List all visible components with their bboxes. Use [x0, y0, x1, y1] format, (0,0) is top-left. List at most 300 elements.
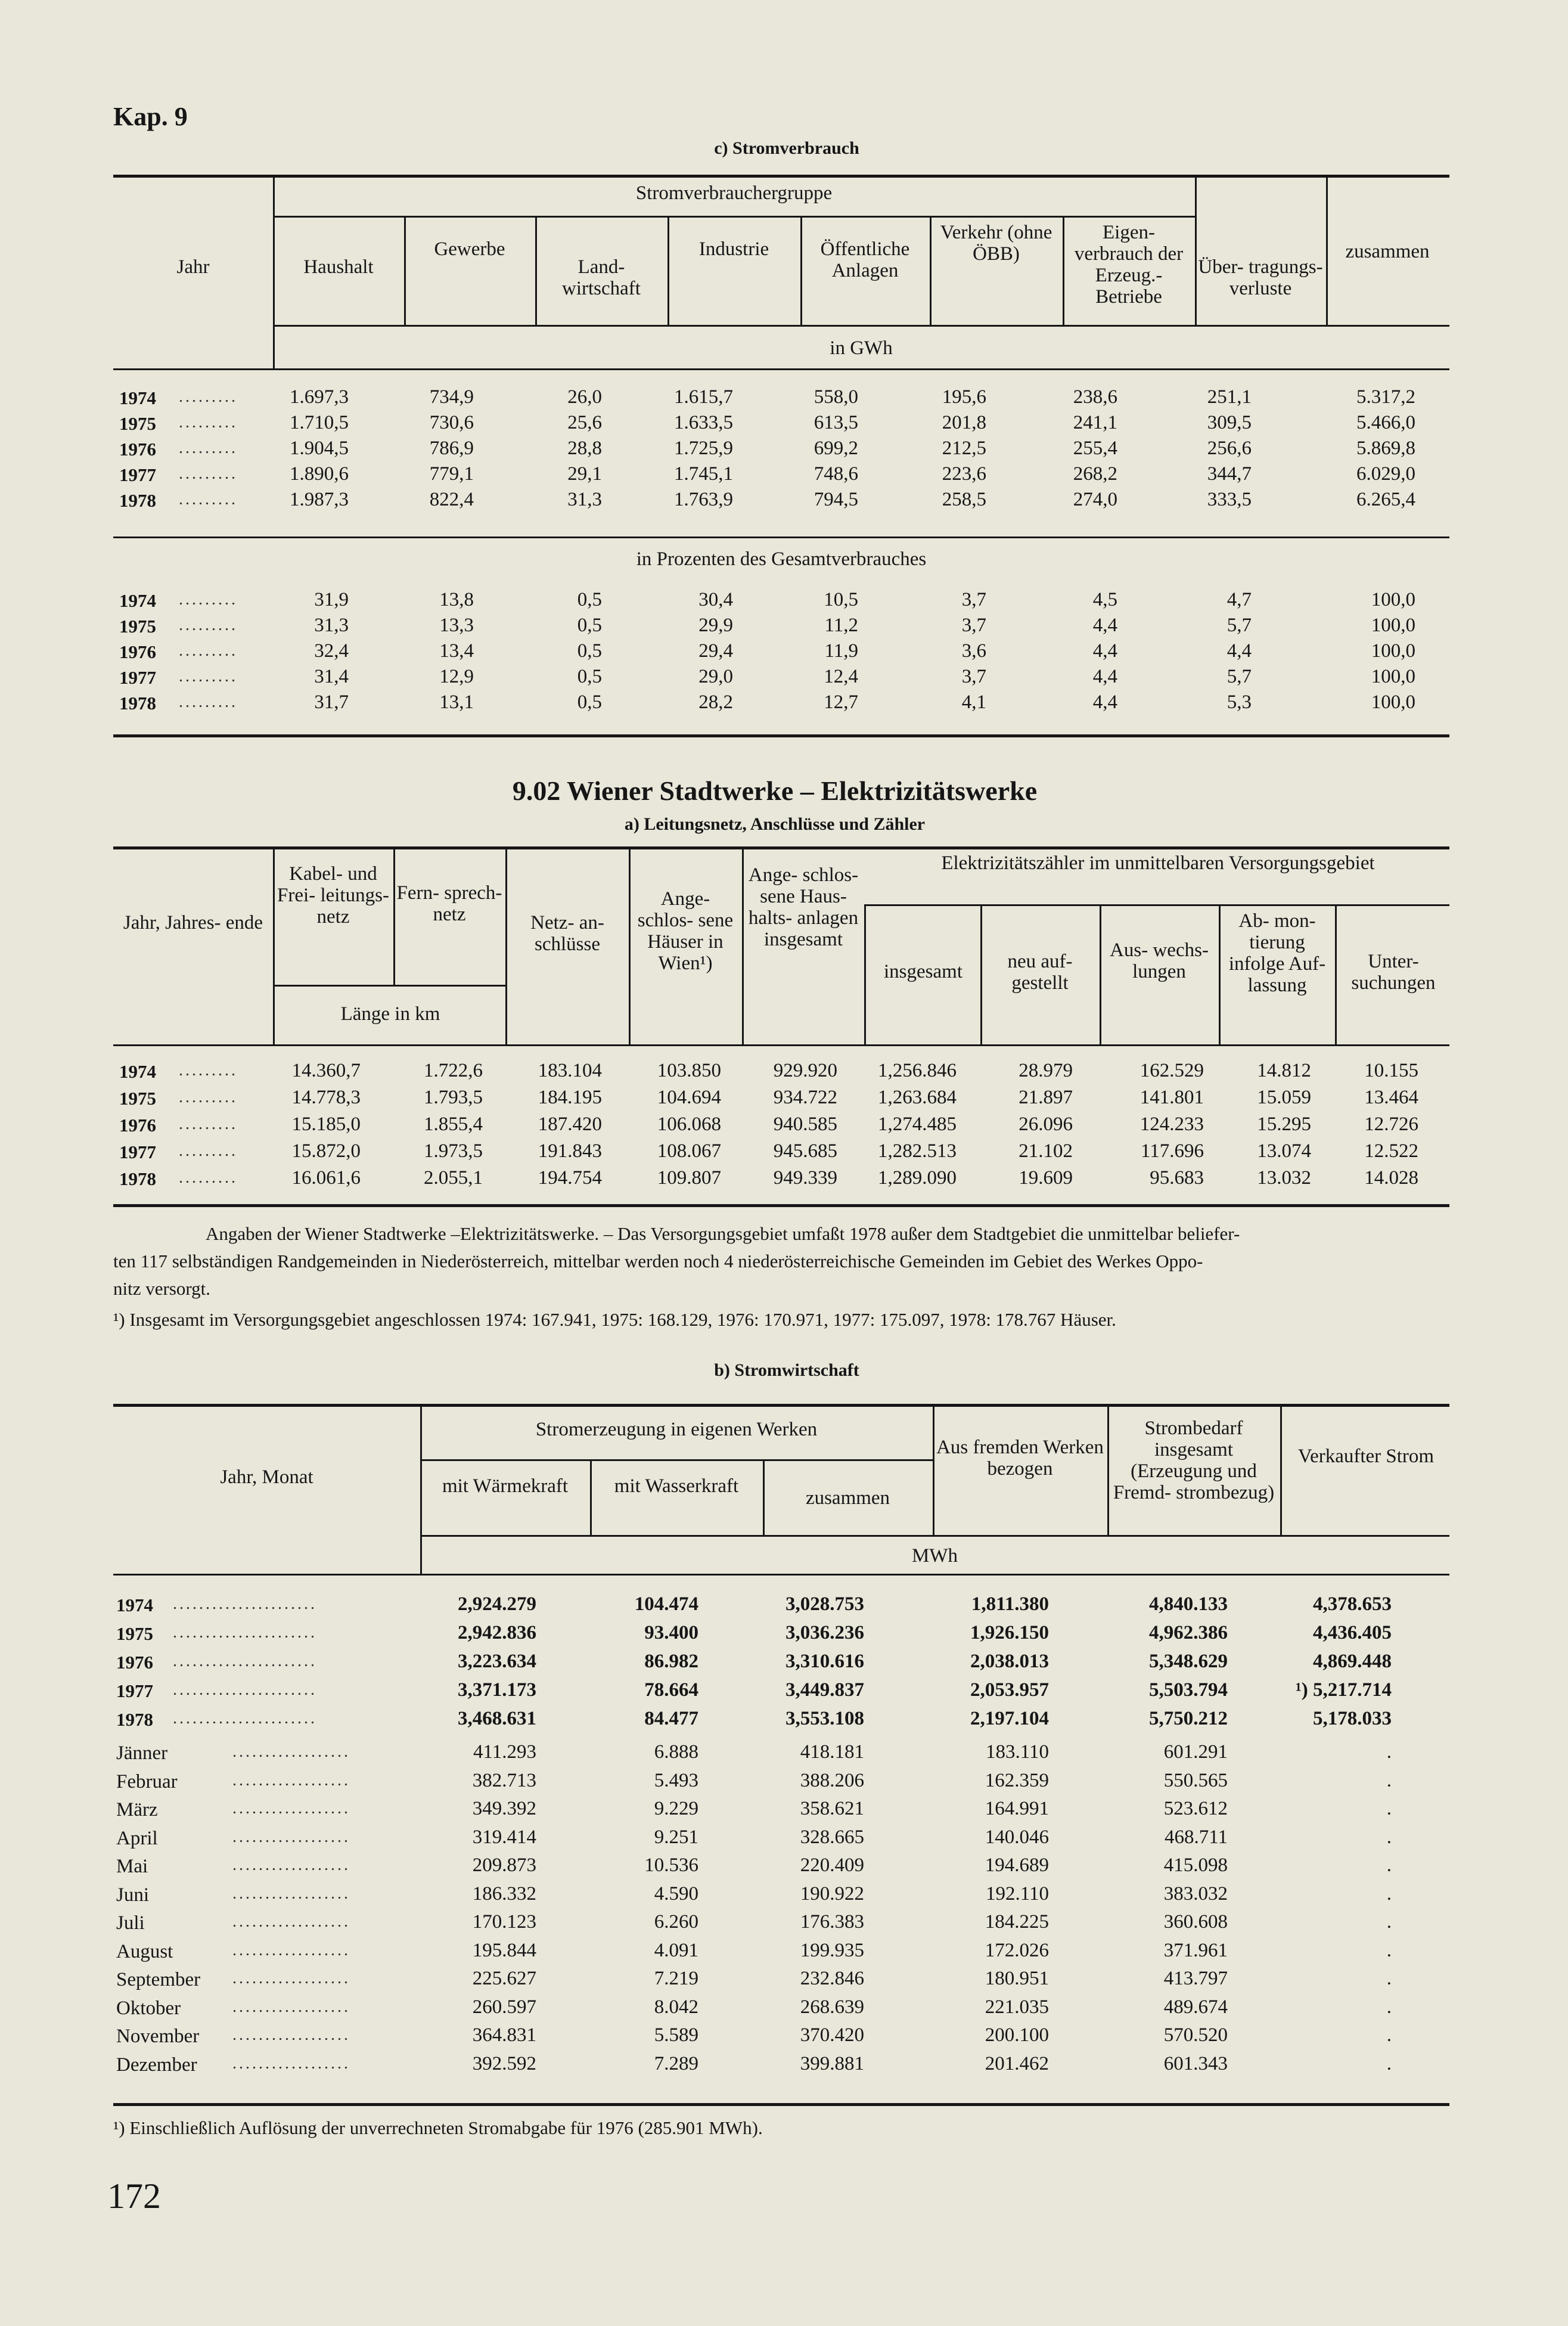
table-b-cell: 360.608 — [1163, 1911, 1228, 1933]
leader-dots: .................. — [232, 1912, 350, 1931]
table-b-cell: ¹) 5,217.714 — [1295, 1679, 1392, 1701]
table-a-cell: 1.722,6 — [424, 1060, 483, 1081]
table-b-cell: 411.293 — [473, 1741, 536, 1763]
table-b-cell: 93.400 — [644, 1622, 698, 1643]
table-a-cell: 19.609 — [1019, 1167, 1073, 1189]
table-b-cell: 392.592 — [472, 2052, 536, 2074]
table-b-cell: 86.982 — [644, 1651, 698, 1672]
table-b-cell: 3,553.108 — [785, 1708, 864, 1729]
table-b-cell: 4,378.653 — [1313, 1593, 1392, 1615]
table-c-cell: 100,0 — [1371, 589, 1415, 610]
table-a-cell: 13.464 — [1364, 1087, 1418, 1108]
table-c-cell: 4,4 — [1092, 640, 1117, 662]
table-b-year: 1974 — [116, 1595, 153, 1615]
table-a-cell: 103.850 — [657, 1060, 721, 1081]
table-c-cell: 31,3 — [567, 489, 602, 510]
table-c-cell: 195,6 — [942, 386, 986, 408]
table-a-cell: 940.585 — [773, 1114, 837, 1135]
rule — [273, 216, 1195, 218]
table-c-year: 1975 — [119, 413, 156, 434]
table-c-col-header: Über- tragungs- verluste — [1198, 256, 1323, 299]
table-b-cell: 7.289 — [654, 2052, 698, 2074]
table-c-cell: 255,4 — [1073, 438, 1117, 459]
table-c-col-header: Gewerbe — [434, 238, 505, 260]
table-c-cell: 100,0 — [1371, 615, 1415, 636]
leader-dots: ......... — [179, 1168, 238, 1187]
leader-dots: .................. — [232, 2054, 350, 2073]
table-c-cell: 613,5 — [814, 412, 858, 433]
rule — [113, 1404, 1449, 1407]
table-a-cell: 13.032 — [1257, 1167, 1311, 1189]
table-b-cell: 3,371.173 — [458, 1679, 536, 1701]
table-b-cell: 5,503.794 — [1149, 1679, 1228, 1701]
table-a-cell: 1.973,5 — [424, 1140, 483, 1162]
table-b-year: 1975 — [116, 1623, 153, 1644]
table-c-cell: 251,1 — [1207, 386, 1252, 408]
table-c-cell: 6.265,4 — [1356, 489, 1415, 510]
leader-dots: .................. — [232, 1884, 350, 1903]
table-a-col-kabel: Kabel- und Frei- leitungs- netz — [277, 863, 389, 928]
table-a-cell: 108.067 — [657, 1140, 721, 1162]
table-a-year: 1976 — [119, 1115, 156, 1136]
table-b-cell: 383.032 — [1163, 1882, 1228, 1905]
table-c-cell: 11,2 — [824, 615, 858, 636]
rule — [113, 368, 1449, 370]
rule — [864, 904, 1449, 906]
rule — [629, 846, 631, 1044]
table-b-cell: 6.260 — [654, 1911, 698, 1933]
table-c-cell: 1.745,1 — [674, 463, 733, 485]
table-b-cell: 2,038.013 — [970, 1651, 1049, 1672]
table-b-cell: 9.251 — [654, 1826, 698, 1848]
table-b-cell: 199.935 — [800, 1939, 864, 1961]
table-b-cell: 4,962.386 — [1149, 1622, 1228, 1643]
leader-dots: ......... — [179, 616, 238, 634]
table-c-cell: 0,5 — [577, 691, 602, 713]
table-b-month: März — [116, 1799, 158, 1821]
table-b-erzeugung-header: Stromerzeugung in eigenen Werken — [535, 1419, 818, 1440]
table-b-cell: 220.409 — [800, 1854, 864, 1876]
table-c-col-header: Eigen- verbrauch der Erzeug.- Betriebe — [1074, 222, 1184, 308]
table-c-cell: 29,1 — [567, 463, 602, 485]
table-c-cell: 268,2 — [1073, 463, 1117, 485]
table-b-cell: 319.414 — [472, 1826, 536, 1848]
table-c-cell: 28,8 — [567, 438, 602, 459]
table-a-col-fern: Fern- sprech- netz — [396, 882, 502, 925]
table-b-month: Jänner — [116, 1742, 168, 1764]
table-b-cell: 5.493 — [654, 1769, 698, 1791]
table-a-cell: 12.726 — [1364, 1114, 1418, 1135]
table-b-cell: . — [1386, 1939, 1392, 1961]
table-c-cell: 32,4 — [314, 640, 349, 662]
table-b-month: Februar — [116, 1770, 178, 1792]
table-b-cell: 260.597 — [472, 1996, 536, 2018]
table-c-cell: 734,9 — [429, 386, 474, 408]
rule — [1280, 1404, 1282, 1535]
table-b-year-label: Jahr, Monat — [220, 1466, 313, 1488]
table-a-cell: 15.295 — [1257, 1114, 1311, 1135]
rule — [980, 904, 982, 1044]
table-a-cell: 106.068 — [657, 1114, 721, 1135]
table-b-cell: 194.689 — [985, 1854, 1049, 1876]
table-b-cell: 78.664 — [644, 1679, 698, 1701]
rule — [800, 216, 802, 325]
table-b-cell: 195.844 — [472, 1939, 536, 1961]
table-c-cell: 100,0 — [1371, 666, 1415, 687]
table-b-cell: 7.219 — [654, 1968, 698, 1989]
table-c-cell: 333,5 — [1207, 489, 1252, 510]
table-a-cell: 14.360,7 — [291, 1060, 361, 1081]
table-b-cell: . — [1386, 1882, 1392, 1905]
table-b-cell: 550.565 — [1163, 1769, 1228, 1791]
rule — [930, 216, 932, 325]
table-b-cell: 382.713 — [472, 1769, 536, 1791]
table-a-note: ten 117 selbständigen Randgemeinden in Niederösterreich, mittelbar werden noch 4 niederösterreichische Gemeinden im Gebiet des Werkes Oppo- — [113, 1251, 1203, 1271]
table-c-cell: 100,0 — [1371, 640, 1415, 662]
table-a-cell: 934.722 — [773, 1087, 837, 1108]
table-c-cell: 4,4 — [1092, 615, 1117, 636]
table-a-cell: 10.155 — [1364, 1060, 1418, 1081]
rule — [113, 1044, 1449, 1046]
table-a-cell: 1,274.485 — [878, 1114, 957, 1135]
table-b-cell: . — [1386, 2024, 1392, 2046]
table-a-note: Angaben der Wiener Stadtwerke –Elektrizitätswerke. – Das Versorgungsgebiet umfaßt 1978 außer dem Stadtgebiet die unmittelbar beliefer- — [206, 1223, 1240, 1244]
table-c-cell: 31,7 — [314, 691, 349, 713]
leader-dots: .................. — [232, 1742, 350, 1761]
table-c-cell: 31,9 — [314, 589, 349, 610]
table-c-col-header: Industrie — [698, 238, 769, 260]
table-c-group-header: Stromverbrauchergruppe — [635, 182, 833, 204]
table-b-cell: 3,028.753 — [785, 1593, 864, 1615]
table-b-cell: 201.462 — [985, 2052, 1049, 2074]
leader-dots: ......... — [179, 1061, 238, 1080]
table-b-cell: 186.332 — [472, 1882, 536, 1905]
rule — [1195, 175, 1197, 325]
table-a-cell: 21.897 — [1019, 1087, 1073, 1108]
table-c-cell: 4,4 — [1092, 666, 1117, 687]
table-c-cell: 748,6 — [814, 463, 858, 485]
table-a-cell: 162.529 — [1139, 1060, 1204, 1081]
table-b-cell: 489.674 — [1163, 1996, 1228, 2018]
table-b-month: September — [116, 1969, 201, 1990]
table-c-unit-pct: in Prozenten des Gesamtverbrauches — [636, 548, 927, 570]
leader-dots: .................. — [232, 1827, 350, 1846]
table-a-col-unter: Unter- suchungen — [1351, 951, 1436, 994]
table-a-cell: 28.979 — [1019, 1060, 1073, 1081]
rule — [273, 325, 1449, 327]
table-b-cell: 5.589 — [654, 2024, 698, 2046]
table-a-cell: 949.339 — [773, 1167, 837, 1189]
table-b-cell: 371.961 — [1163, 1939, 1228, 1961]
rule — [535, 216, 537, 325]
table-c-cell: 223,6 — [942, 463, 986, 485]
table-c-cell: 3,7 — [961, 615, 986, 636]
table-b-cell: 183.110 — [985, 1741, 1049, 1763]
table-b-title: b) Stromwirtschaft — [714, 1360, 859, 1380]
table-a-cell: 14.028 — [1364, 1167, 1418, 1189]
table-c-col-header: Öffentliche Anlagen — [820, 238, 910, 281]
table-c-cell: 699,2 — [814, 438, 858, 459]
table-c-cell: 212,5 — [942, 438, 986, 459]
leader-dots: ......... — [179, 413, 238, 432]
table-a-cell: 141.801 — [1139, 1087, 1204, 1108]
table-c-col-header: Verkehr (ohne ÖBB) — [940, 222, 1052, 265]
table-b-cell: 4,840.133 — [1149, 1593, 1228, 1615]
section-subtitle: a) Leitungsnetz, Anschlüsse und Zähler — [624, 814, 926, 834]
table-c-cell: 258,5 — [942, 489, 986, 510]
table-a-cell: 104.694 — [657, 1087, 721, 1108]
table-c-cell: 1.763,9 — [674, 489, 733, 510]
table-b-cell: . — [1386, 1854, 1392, 1876]
rule — [667, 216, 669, 325]
leader-dots: ......... — [179, 590, 238, 609]
table-c-cell: 12,7 — [824, 691, 858, 713]
leader-dots: ......... — [179, 490, 238, 508]
table-a-cell: 1,263.684 — [878, 1087, 957, 1108]
table-c-year: 1976 — [119, 641, 156, 662]
table-a-cell: 1.855,4 — [424, 1114, 483, 1135]
rule — [420, 1459, 933, 1461]
table-b-cell: 192.110 — [985, 1882, 1049, 1905]
table-a-cell: 2.055,1 — [424, 1167, 483, 1189]
table-c-cell: 1.904,5 — [290, 438, 349, 459]
table-b-cell: 415.098 — [1163, 1854, 1228, 1876]
table-b-cell: 10.536 — [644, 1854, 698, 1876]
table-a-cell: 15.872,0 — [291, 1140, 361, 1162]
table-b-month: Oktober — [116, 1997, 181, 2019]
table-c-cell: 4,5 — [1092, 589, 1117, 610]
table-c-cell: 5.317,2 — [1356, 386, 1415, 408]
table-c-cell: 779,1 — [429, 463, 474, 485]
table-b-cell: 172.026 — [985, 1939, 1049, 1961]
table-b-cell: 3,449.837 — [785, 1679, 864, 1701]
table-c-col-header: Haushalt — [303, 256, 374, 278]
table-b-cell: 200.100 — [985, 2024, 1049, 2046]
table-b-col-wasser: mit Wasserkraft — [614, 1475, 739, 1497]
table-c-cell: 0,5 — [577, 589, 602, 610]
rule — [505, 846, 507, 1044]
rule — [933, 1404, 934, 1535]
table-a-col-aus: Aus- wechs- lungen — [1110, 939, 1209, 982]
table-a-cell: 13.074 — [1257, 1140, 1311, 1162]
table-b-cell: 413.797 — [1163, 1968, 1228, 1989]
table-a-cell: 117.696 — [1140, 1140, 1204, 1162]
table-b-cell: 2,053.957 — [970, 1679, 1049, 1701]
table-b-cell: 399.881 — [800, 2052, 864, 2074]
table-c-cell: 238,6 — [1073, 386, 1117, 408]
table-c-cell: 29,4 — [698, 640, 733, 662]
table-b-cell: 358.621 — [800, 1798, 864, 1819]
leader-dots: ......... — [179, 667, 238, 686]
table-b-cell: 2,924.279 — [458, 1593, 536, 1615]
table-a-cell: 187.420 — [538, 1114, 602, 1135]
table-b-cell: 3,223.634 — [458, 1651, 536, 1672]
table-b-month: August — [116, 1940, 173, 1962]
table-b-cell: 4.091 — [654, 1939, 698, 1961]
table-a-cell: 12.522 — [1364, 1140, 1418, 1162]
table-a-cell: 183.104 — [538, 1060, 602, 1081]
leader-dots: ......... — [179, 464, 238, 483]
table-a-cell: 1,256.846 — [878, 1060, 957, 1081]
rule — [1107, 1404, 1109, 1535]
table-b-cell: 9.229 — [654, 1798, 698, 1819]
table-a-col-ab: Ab- mon- tierung infolge Auf- lassung — [1228, 910, 1326, 996]
table-b-cell: . — [1386, 1996, 1392, 2018]
table-a-cell: 929.920 — [773, 1060, 837, 1081]
table-c-cell: 3,7 — [961, 589, 986, 610]
table-c-year-label: Jahr — [176, 256, 210, 278]
table-b-cell: . — [1386, 1769, 1392, 1791]
table-c-cell: 29,9 — [698, 615, 733, 636]
table-c-cell: 30,4 — [698, 589, 733, 610]
table-a-cell: 945.685 — [773, 1140, 837, 1162]
table-b-year: 1977 — [116, 1680, 153, 1701]
table-b-col-zusammen: zusammen — [805, 1487, 890, 1509]
table-b-cell: . — [1386, 1741, 1392, 1763]
leader-dots: ......... — [179, 387, 238, 406]
rule — [113, 536, 1449, 538]
table-c-cell: 794,5 — [814, 489, 858, 510]
table-b-year: 1978 — [116, 1709, 153, 1730]
table-b-cell: 4.590 — [654, 1882, 698, 1905]
rule — [113, 846, 1449, 849]
table-c-cell: 13,1 — [439, 691, 474, 713]
leader-dots: ......... — [179, 1115, 238, 1133]
leader-dots: .................. — [232, 1770, 350, 1790]
table-b-month: Mai — [116, 1856, 148, 1877]
table-c-cell: 26,0 — [567, 386, 602, 408]
table-a-year: 1978 — [119, 1168, 156, 1189]
table-c-unit-gwh: in GWh — [830, 337, 893, 359]
leader-dots: .................. — [232, 1856, 350, 1874]
table-b-cell: 601.291 — [1163, 1741, 1228, 1763]
table-b-cell: 4,436.405 — [1313, 1622, 1392, 1643]
table-c-year: 1976 — [119, 439, 156, 460]
table-c-cell: 25,6 — [567, 412, 602, 433]
table-c-year: 1974 — [119, 387, 156, 408]
rule — [1335, 904, 1337, 1044]
table-b-cell: 418.181 — [800, 1741, 864, 1763]
table-b-cell: 349.392 — [472, 1798, 536, 1819]
table-a-laenge: Länge in km — [340, 1003, 440, 1025]
table-b-cell: 2,197.104 — [970, 1708, 1049, 1729]
table-a-cell: 16.061,6 — [291, 1167, 361, 1189]
table-a-footnote: ¹) Insgesamt im Versorgungsgebiet angeschlossen 1974: 167.941, 1975: 168.129, 1976: 170.971, 1977: 175.097, 1978: 178.767 Häuser. — [113, 1309, 1116, 1330]
table-b-month: Juni — [116, 1884, 150, 1906]
table-b-cell: 162.359 — [985, 1769, 1049, 1791]
rule — [1063, 216, 1064, 325]
table-c-cell: 4,1 — [961, 691, 986, 713]
table-c-cell: 3,7 — [961, 666, 986, 687]
table-a-col-neu: neu auf- gestellt — [1007, 951, 1073, 994]
table-b-cell: 5,750.212 — [1149, 1708, 1228, 1729]
table-b-col-waerme: mit Wärmekraft — [442, 1475, 569, 1497]
table-a-year: 1975 — [119, 1088, 156, 1109]
rule — [113, 734, 1449, 737]
table-a-cell: 15.185,0 — [291, 1114, 361, 1135]
table-a-cell: 1,289.090 — [878, 1167, 957, 1189]
table-b-month: April — [116, 1827, 158, 1849]
table-a-year: 1974 — [119, 1061, 156, 1082]
table-c-cell: 4,7 — [1227, 589, 1252, 610]
table-c-cell: 5,7 — [1227, 615, 1252, 636]
table-b-cell: 225.627 — [472, 1968, 536, 1989]
table-c-cell: 11,9 — [824, 640, 858, 662]
table-b-cell: . — [1386, 1968, 1392, 1989]
table-c-title: c) Stromverbrauch — [714, 138, 859, 158]
table-b-col-verkauft: Verkaufter Strom — [1297, 1446, 1435, 1467]
table-a-cell: 14.778,3 — [291, 1087, 361, 1108]
table-a-note: nitz versorgt. — [113, 1278, 211, 1299]
table-c-cell: 558,0 — [814, 386, 858, 408]
table-b-cell: 268.639 — [800, 1996, 864, 2018]
table-b-cell: 140.046 — [985, 1826, 1049, 1848]
table-c-year: 1974 — [119, 590, 156, 611]
table-b-cell: . — [1386, 1798, 1392, 1819]
table-b-cell: 388.206 — [800, 1769, 864, 1791]
table-b-cell: 3,468.631 — [458, 1708, 536, 1729]
table-c-cell: 309,5 — [1207, 412, 1252, 433]
rule — [113, 1204, 1449, 1207]
table-b-cell: 6.888 — [654, 1741, 698, 1763]
leader-dots: ...................... — [173, 1680, 317, 1699]
table-b-unit: MWh — [912, 1545, 958, 1567]
table-b-cell: 1,926.150 — [970, 1622, 1049, 1643]
leader-dots: .................. — [232, 1997, 350, 2016]
leader-dots: ......... — [179, 439, 238, 457]
table-a-col-haeuser: Ange- schlos- sene Häuser in Wien¹) — [637, 888, 734, 974]
table-b-cell: 1,811.380 — [971, 1593, 1049, 1615]
leader-dots: ......... — [179, 1088, 238, 1106]
table-c-cell: 13,3 — [439, 615, 474, 636]
rule — [113, 2103, 1449, 2106]
table-c-col-header: zusammen — [1345, 241, 1430, 262]
table-b-cell: 2,942.836 — [458, 1622, 536, 1643]
table-b-cell: 523.612 — [1163, 1798, 1228, 1819]
rule — [113, 175, 1449, 178]
leader-dots: ......... — [179, 641, 238, 660]
table-b-cell: 3,036.236 — [785, 1622, 864, 1643]
table-c-cell: 4,4 — [1092, 691, 1117, 713]
table-c-cell: 256,6 — [1207, 438, 1252, 459]
table-c-cell: 29,0 — [698, 666, 733, 687]
table-b-cell: 468.711 — [1164, 1826, 1228, 1848]
chapter-label: Kap. 9 — [113, 102, 188, 131]
table-b-cell: 190.922 — [800, 1882, 864, 1905]
table-c-cell: 201,8 — [942, 412, 986, 433]
rule — [864, 904, 866, 1044]
table-c-cell: 344,7 — [1207, 463, 1252, 485]
table-b-cell: 8.042 — [654, 1996, 698, 2018]
table-a-cell: 124.233 — [1139, 1114, 1204, 1135]
table-b-cell: 164.991 — [985, 1798, 1049, 1819]
table-c-cell: 31,4 — [314, 666, 349, 687]
table-a-cell: 21.102 — [1019, 1140, 1073, 1162]
table-b-month: Juli — [116, 1912, 145, 1934]
table-a-col-insgesamt: insgesamt — [884, 961, 962, 982]
table-c-cell: 241,1 — [1073, 412, 1117, 433]
table-c-cell: 730,6 — [429, 412, 474, 433]
table-b-year: 1976 — [116, 1652, 153, 1673]
table-b-col-fremd: Aus fremden Werken bezogen — [936, 1437, 1104, 1480]
table-a-year-label: Jahr, Jahres- ende — [123, 912, 263, 933]
table-b-cell: . — [1386, 2052, 1392, 2074]
leader-dots: ......... — [179, 1142, 238, 1160]
table-c-year: 1978 — [119, 490, 156, 511]
table-c-cell: 1.697,3 — [290, 386, 349, 408]
page-number: 172 — [107, 2176, 161, 2216]
table-c-cell: 10,5 — [824, 589, 858, 610]
